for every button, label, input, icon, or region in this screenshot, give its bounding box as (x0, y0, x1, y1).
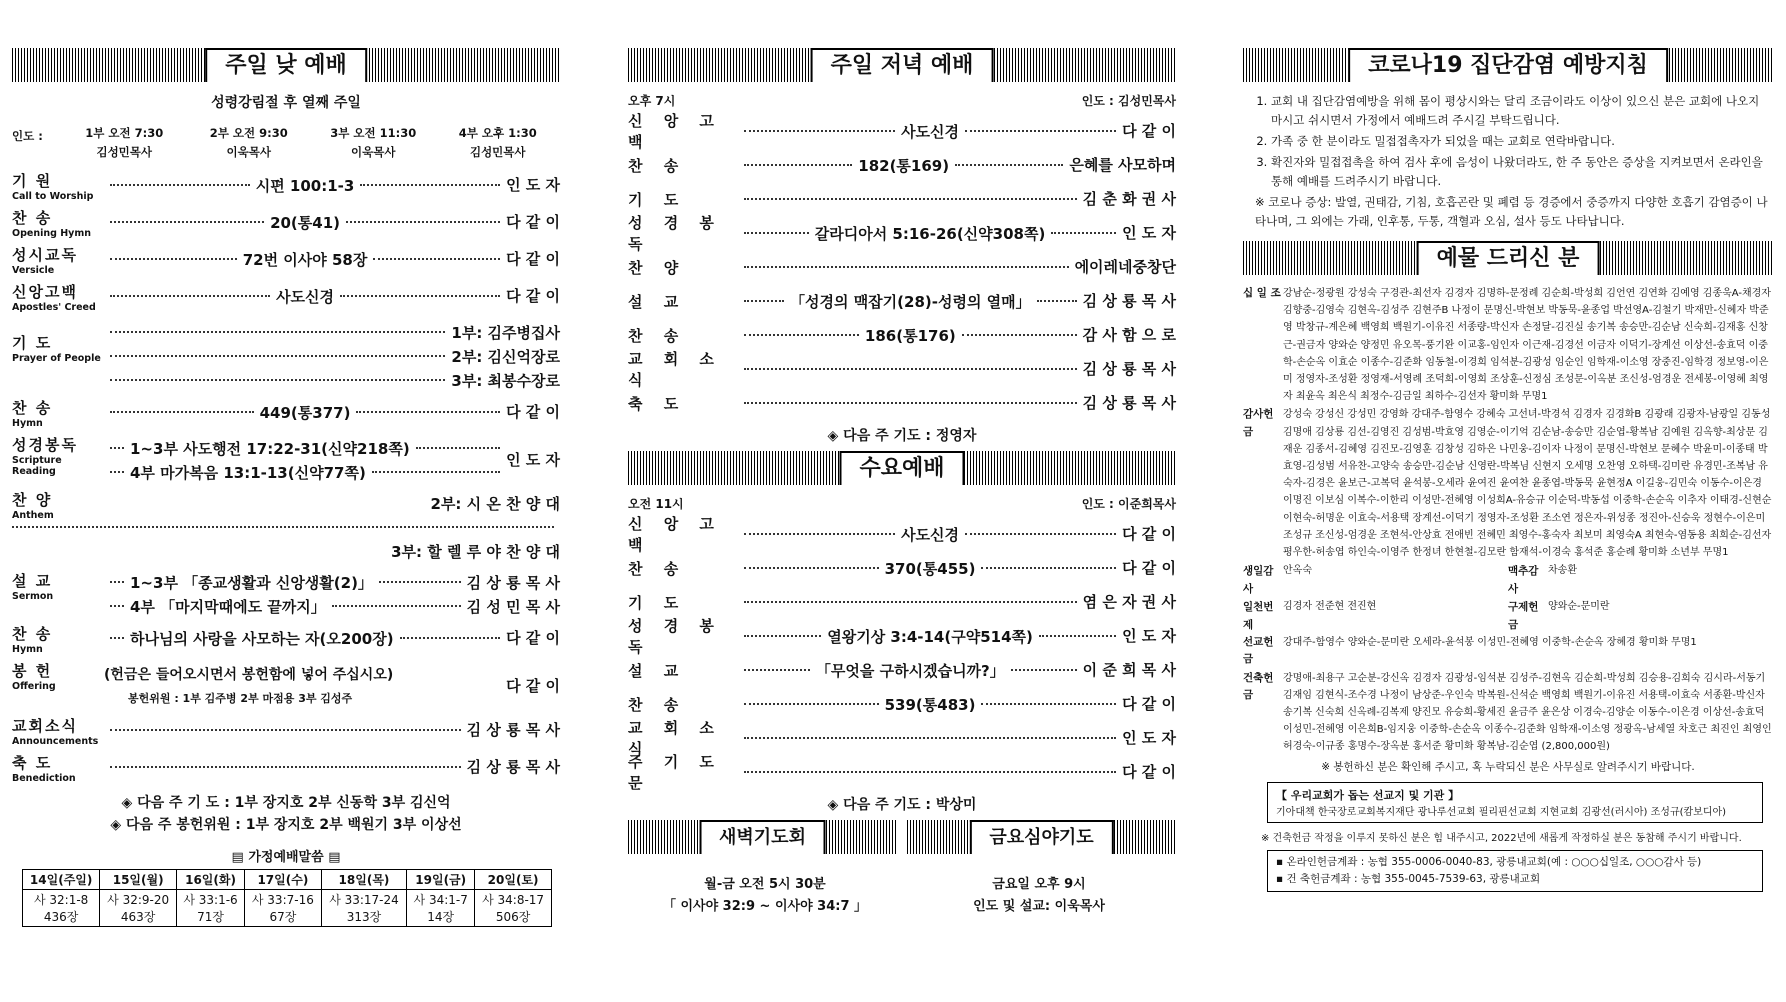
friday-time: 금요일 오후 9시 (992, 877, 1086, 892)
order-item-anthem: 찬 양 Anthem 2부: 시 온 찬 양 대 3부: 할 렐 루 야 찬 양 대 (12, 491, 560, 561)
section-header (907, 820, 1176, 854)
order-item: 축 도 Benediction 김 상 룡 목 사 (12, 754, 560, 784)
order-item: 교 회 소 식 인 도 자 (628, 719, 1176, 758)
symptom-note: ※ 코로나 증상: 발열, 권태감, 기침, 호흡곤란 및 폐렴 등 경증에서 중증까지 다양한 호흡기 감염증이 나타나며, 그 외에는 가래, 인후통, 두통, 객혈과 오심, 설사 등도 나타납니다. (1255, 195, 1768, 228)
order-item: 찬 송 539(통483) 다 같 이 (628, 695, 1176, 714)
evening-order (628, 112, 1176, 415)
donation-thanks: 감사헌금 강성숙 강성신 강성민 강영화 강대주-함영수 강혜숙 고선녀-박경석 김경자 김경화B 김광래 김광자-남광일 김동성 김명애 김상룡 김선-김영진 김성범-박효영 김영순-이기억 김순남-송승만 김순엽-황복남 김예원 김옥향-최상문 김재운 김종서-김혜영 김진모-김영훈 김창성 김하은 나민웅-김이자 나정이 문명신-박현보 문혜수 박윤미-이종태 박효영-김성범 서유찬-고양숙 송승만-김순남 신영란-박복님 신현지 오세명 오찬영 오하택-김미란 유경민-조복남 유숙자-김경은 윤보근-고복덕 윤석봉-오세라 윤여진 윤여찬 윤종엽-박동묵 윤현정A 이길웅-김민숙 이동수-이은경 이명진 이보심 이복수-이한리 이성만-전혜영 이성희A-유승규 이순덕-박동섭 이중학-손순옥 이추자 이태경-신현순 이현숙-허명운 이효숙-서용택 장계선-이덕기 정영자-조성환 조소연 정은자-위성종 정진아-신승욱 정현수-이은미 조성규 조신성-엄경운 조현석-안상효 전애빈 전혜민 최영수-홍숙자 최보미 최영숙A 최현숙-염동용 최희순-김선자 평우한-허송엽 하인숙-이영주 한정녀 한현철-김모란 함재석-이경숙 홍석준 홍순례 황미화 소년부 무명1 (1243, 408, 1772, 559)
service-slot: 4부 오후 1:30 김성민목사 (458, 126, 537, 159)
wed-leader: 인도 : 이준희목사 (1081, 497, 1176, 511)
order-item-prayer: 기 도 Prayer of People 1부: 김주병집사 2부: 김신억장로 3부: 최봉수장로 (12, 323, 560, 390)
dawn-text: 「 이사야 32:9 ~ 이사야 34:7 」 (662, 899, 868, 914)
section-header (628, 48, 1176, 82)
wed-title: 수요예배 (839, 451, 964, 485)
offering-title: 예물 드리신 분 (1417, 241, 1600, 275)
sunday-morning-section (12, 48, 560, 927)
section-header (1243, 241, 1773, 275)
order-item: 기 도 염 은 자 권 사 (628, 593, 1176, 612)
dawn-title: 새벽기도회 (699, 820, 826, 854)
order-item-scripture: 성경봉독 Scripture Reading 1~3부 사도행전 17:22-31(신약218쪽) 4부 마가복음 13:1-13(신약77쪽) 인 도 자 (12, 436, 560, 482)
family-worship-title: ▤ 가정예배말씀 ▤ (231, 850, 341, 865)
donation-note: ※ 봉헌하신 분은 확인해 주시고, 혹 누락되신 분은 사무실로 알려주시기 바랍니다. (1321, 760, 1695, 773)
order-item: 신앙고백 Apostles' Creed 사도신경 다 같 이 (12, 283, 560, 313)
order-item: 주 기 도 문 다 같 이 (628, 753, 1176, 792)
order-item: 성 경 봉 독 갈라디아서 5:16-26(신약308쪽) 인 도 자 (628, 214, 1176, 253)
next-week-offering: ◈ 다음 주 봉헌위원 : 1부 장지호 2부 백원기 3부 이상선 (110, 817, 462, 833)
corona-title: 코로나19 집단감염 예방지침 (1348, 48, 1668, 82)
order-item-offering: 봉 헌 Offering (헌금은 들어오시면서 봉헌함에 넣어 주십시오) 봉헌위원 : 1부 김주병 2부 마점용 3부 김성주 다 같 이 (12, 662, 560, 705)
evening-next-prayer: ◈ 다음 주 기도 : 정영자 (827, 428, 977, 444)
donation-mission: 선교헌금 강대주-함영수 양와순-문미란 오세라-윤석봉 이성민-전혜영 이중학-손순옥 장혜경 황미화 무명1 (1243, 636, 1697, 666)
account-box (1267, 850, 1763, 892)
order-item: 교회소식 Announcements 김 상 룡 목 사 (12, 717, 560, 747)
service-slot: 2부 오전 9:30 이욱목사 (209, 126, 288, 159)
section-header (628, 451, 1176, 485)
online-account: ▪ 온라인헌금계좌 : 농협 355-0006-0040-83, 광릉내교회(예 : ○○○십일조, ○○○감사 등) (1276, 855, 1702, 868)
family-worship-table: 14일(주일) 15일(월) 16일(화) 17일(수) 18일(목) 19일(금) 20일(토) 사 32:1-8 436장 사 32:9-20 463장 사 33:1-6 71장 사 33:7-16 67장 사 33:17-24 313장 사 34:1-7 14장 사 34:8-17 506장 (22, 869, 552, 927)
service-slot: 1부 오전 7:30 김성민목사 (85, 126, 164, 159)
dawn-time: 월-금 오전 5시 30분 (704, 877, 826, 892)
order-item: 찬 송 370(통455) 다 같 이 (628, 559, 1176, 578)
friday-title: 금요심야기도 (969, 820, 1113, 854)
order-item: 찬 송 182(통169) 은혜를 사모하며 (628, 156, 1176, 175)
order-item: 찬 송 Hymn 449(통377) 다 같 이 (12, 399, 560, 429)
donation-wheat: 맥추감사 차송환 (1508, 565, 1577, 596)
wednesday-order (628, 515, 1176, 792)
order-item-sermon: 설 교 Sermon 1~3부 「종교생활과 신앙생활(2)」 김 상 룡 목 사 4부 「마지막때에도 끝까지」 김 성 민 목 사 (12, 572, 560, 616)
donation-tithe: 십 일 조 강남순-정광원 강성숙 구경관-최선자 김경자 김명하-문정례 김순희-박성희 김언연 김연화 김예영 김종욱A-채경자 김향중-김영숙 김현옥-김성주 김현주B 나정이 문명신-박현보 박동묵-윤종업 박선영A-김철기 박재만-신혜자 박준영 박창규-계은혜 백영희 백원기-이유진 서종량-박신자 손정달-김진실 송기복 송승만-김순남 신숙희-김재홍 신창근-권금자 양와순 양정민 유오목-풍기완 이교홍-임인자 이근재-김경선 이금자 이덕기-장계선 이상선-송효덕 이중학-손순옥 이효순 이종수-김준화 임동철-이경희 임석분-김광성 임순인 임학재-이소영 장중진-임학경 정보영-이은미 정영자-조성환 정영재-서영례 조덕희-이영희 조상훈-신정심 조성문-이옥분 조신성-엄경운 전세봉-이영혜 최영자 최윤옥 최은식 최정수-김금일 최하수-김선자 황미화 무명1 (1243, 287, 1771, 403)
order-item: 교 회 소 식 김 상 룡 목 사 (628, 350, 1176, 389)
sunday-evening-section (628, 48, 1176, 918)
order-item: 찬 양 에이레네중창단 (628, 258, 1176, 277)
order-item: 기 원 Call to Worship 시편 100:1-3 인 도 자 (12, 172, 560, 202)
order-item: 찬 송 Opening Hymn 20(통41) 다 같 이 (12, 209, 560, 239)
notices-section (1243, 48, 1773, 892)
friday-leader: 인도 및 설교: 이욱목사 (973, 899, 1105, 914)
order-item: 찬 송 186(통176) 감 사 함 으 로 (628, 326, 1176, 345)
donation-relief: 구제헌금 양와순-문미란 (1508, 601, 1610, 632)
order-item: 찬 송 Hymn 하나님의 사랑을 사모하는 자(오200장) 다 같 이 (12, 625, 560, 655)
section-title: 주일 저녁 예배 (811, 48, 994, 82)
section-header (628, 820, 897, 854)
wed-next-prayer: ◈ 다음 주 기도 : 박상미 (827, 797, 977, 813)
corona-guidelines: 1. 교회 내 집단감염예방을 위해 몸이 평상시와는 달리 조금이라도 이상이 있으신 분은 교회에 나오지 마시고 쉬시면서 가정에서 예배드려 주시길 부탁드립니다. 2. 가족 중 한 분이라도 밀접접촉자가 되었을 때는 교회로 연락바랍니다. 3. 확진자와 밀접접촉을 하여 검사 후에 음성이 나왔더라도, 한 주 동안은 증상을 지켜보면서 온라인을 통해 예배를 드려주시기 바랍니다. (1243, 92, 1773, 191)
service-slot: 3부 오전 11:30 이욱목사 (330, 126, 417, 159)
order-item: 축 도 김 상 룡 목 사 (628, 394, 1176, 413)
mission-box: 【 우리교회가 돕는 선교지 및 기관 】 기아대책 한국장로교회복지재단 광나루선교회 필리핀선교회 지현교회 김광선(러시아) 조성규(캄보디아) (1267, 782, 1763, 823)
service-times: 인도 : 1부 오전 7:30 김성민목사 2부 오전 9:30 이욱목사 3부 오전 11:30 이욱목사 4부 오후 1:30 김성민목사 (12, 124, 560, 162)
donation-firstfruit: 일천번제 김경자 전준현 전진현 (1243, 601, 1377, 632)
building-account: ▪ 건 축헌금계좌 : 농협 355-0045-7539-63, 광릉내교회 (1276, 872, 1541, 885)
order-item: 신 앙 고 백 사도신경 다 같 이 (628, 112, 1176, 151)
order-item: 신 앙 고 백 사도신경 다 같 이 (628, 515, 1176, 554)
donation-birthday: 생일감사 안옥숙 (1243, 565, 1312, 596)
subtitle: 성령강림절 후 열째 주일 (211, 95, 361, 111)
section-header (12, 48, 560, 82)
order-item: 설 교 「성경의 맥잡기(28)-성령의 열매」 김 상 룡 목 사 (628, 292, 1176, 311)
wed-time: 오전 11시 (628, 497, 684, 511)
next-week-prayer: ◈ 다음 주 기 도 : 1부 장지호 2부 신동학 3부 김신억 (121, 795, 451, 811)
order-item: 설 교 「무엇을 구하시겠습니까?」 이 준 희 목 사 (628, 661, 1176, 680)
section-header (1243, 48, 1773, 82)
donation-building: 건축헌금 강명애-최용구 고순분-강신옥 김경자 김광성-임석분 김성주-김현옥 김순희-박성희 김승용-김희숙 김시라-서동기 김재임 김현식-조수경 나정이 남상준-우인숙 박복원-신석순 백영희 백원기-이유진 서용택-이효숙 서종환-박신자 송기복 신숙희 신옥례-김복제 양진모 유승희-황세진 윤금주 윤은상 이경숙-김양순 이동수-이은경 이상선-송효덕 이성민-전혜영 이은희B-임지웅 이중학-손순옥 이종수-김준화 임학재-이소영 정광옥-남세열 차호근 최진인 최영인 허경숙-이규종 홍명수-장옥분 홍서준 황미화 황복남-김순엽 (2,800,000원) (1243, 671, 1772, 753)
section-title: 주일 낮 예배 (205, 48, 367, 82)
evening-time: 오후 7시 (628, 94, 676, 108)
building-note: ※ 건축헌금 작정을 이루지 못하신 분은 힘 내주시고, 2022년에 새롭게 작정하실 분은 동참해 주시기 바랍니다. (1261, 832, 1742, 844)
order-item: 성 경 봉 독 열왕기상 3:4-14(구약514쪽) 인 도 자 (628, 617, 1176, 656)
order-item: 기 도 김 춘 화 권 사 (628, 190, 1176, 209)
evening-leader: 인도 : 김성민목사 (1081, 94, 1176, 108)
order-item: 성시교독 Versicle 72번 이사야 58장 다 같 이 (12, 246, 560, 276)
